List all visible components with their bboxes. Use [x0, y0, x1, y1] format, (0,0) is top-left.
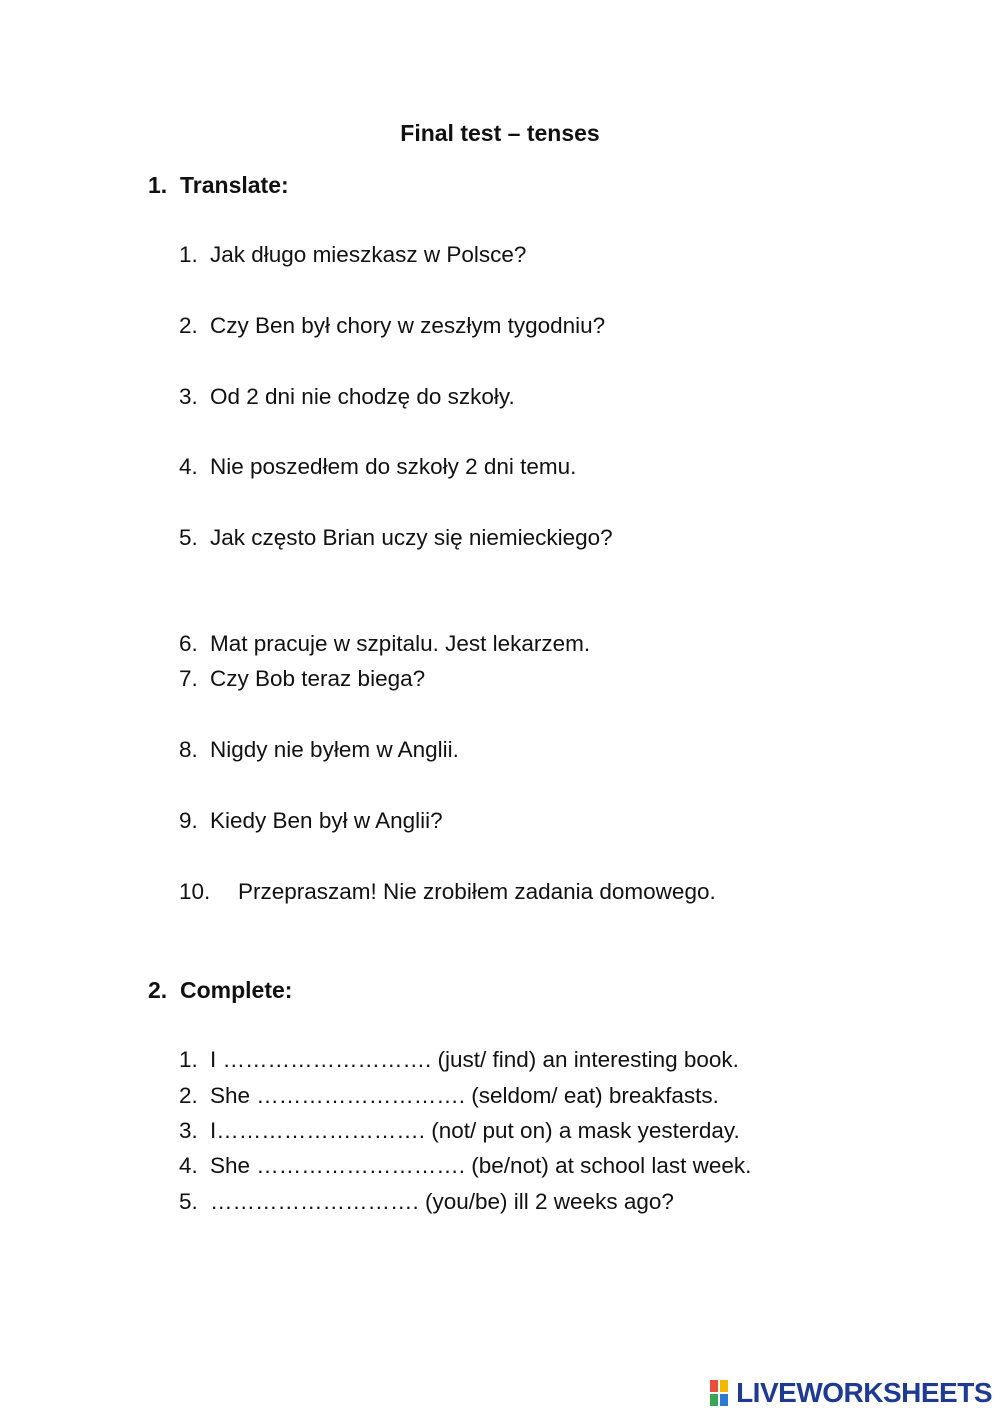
complete-item-number: 3.: [179, 1118, 198, 1143]
translate-item-number: 2.: [179, 313, 198, 338]
translate-item-text: Jak często Brian uczy się niemieckiego?: [210, 525, 613, 550]
section-1-number: 1.: [148, 172, 168, 198]
translate-item-number: 10.: [179, 879, 211, 904]
liveworksheets-icon: [710, 1380, 732, 1406]
complete-item-number: 2.: [179, 1083, 198, 1108]
translate-item-text: Czy Ben był chory w zeszłym tygodniu?: [210, 313, 606, 338]
section-2-number: 2.: [148, 977, 168, 1003]
complete-item-text: She ………………………. (be/not) at school last week.: [210, 1153, 752, 1178]
translate-item-number: 4.: [179, 454, 198, 479]
translate-item-number: 8.: [179, 737, 198, 762]
liveworksheets-wordmark: LIVEWORKSHEETS: [736, 1377, 992, 1408]
complete-item-text: I ………………………. (just/ find) an interesting book.: [210, 1047, 739, 1072]
translate-item-text: Jak długo mieszkasz w Polsce?: [210, 242, 527, 267]
section-1-label: Translate:: [180, 172, 289, 198]
complete-item-text: ………………………. (you/be) ill 2 weeks ago?: [210, 1189, 674, 1214]
complete-item-text: She ………………………. (seldom/ eat) breakfasts.: [210, 1083, 719, 1108]
translate-item-number: 9.: [179, 808, 198, 833]
translate-item-number: 6.: [179, 631, 198, 656]
translate-item-number: 5.: [179, 525, 198, 550]
translate-item-text: Czy Bob teraz biega?: [210, 666, 426, 691]
translate-item-text: Nie poszedłem do szkoły 2 dni temu.: [210, 454, 577, 479]
section-2-label: Complete:: [180, 977, 293, 1003]
translate-item-text: Od 2 dni nie chodzę do szkoły.: [210, 384, 515, 409]
translate-item-text: Przepraszam! Nie zrobiłem zadania domowego.: [238, 879, 716, 904]
liveworksheets-logo: [710, 1376, 992, 1410]
translate-item-text: Kiedy Ben był w Anglii?: [210, 808, 443, 833]
page-title: Final test – tenses: [400, 120, 600, 146]
complete-item-number: 4.: [179, 1153, 198, 1178]
complete-item-number: 5.: [179, 1189, 198, 1214]
translate-item-number: 3.: [179, 384, 198, 409]
translate-item-text: Nigdy nie byłem w Anglii.: [210, 737, 459, 762]
translate-item-number: 1.: [179, 242, 198, 267]
complete-item-text: I………………………. (not/ put on) a mask yesterday.: [210, 1118, 740, 1143]
translate-item-number: 7.: [179, 666, 198, 691]
translate-item-text: Mat pracuje w szpitalu. Jest lekarzem.: [210, 631, 591, 656]
complete-item-number: 1.: [179, 1047, 198, 1072]
